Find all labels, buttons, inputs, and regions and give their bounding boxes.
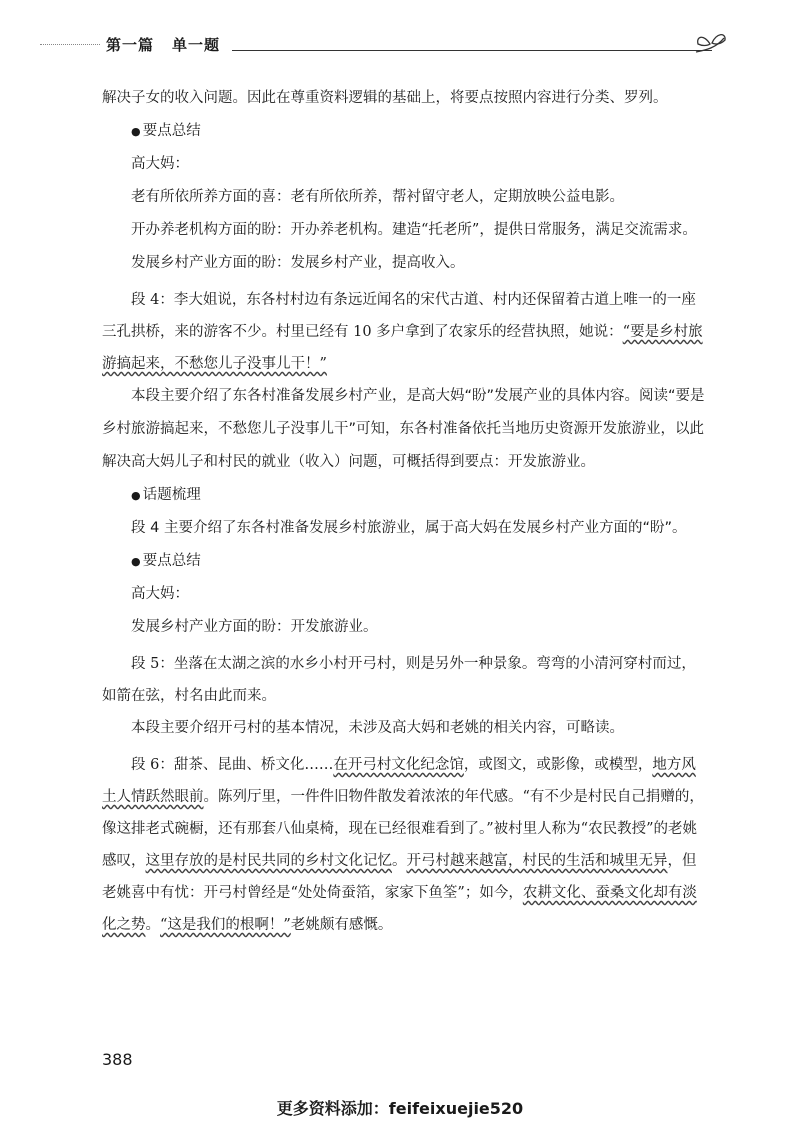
quote-text: ，或图文，或影像，或模型， (463, 757, 653, 773)
bullet-heading: ● 话题梳理 (102, 479, 710, 512)
quote-text: 段 6：甜茶、昆曲、桥文化…… (131, 757, 334, 773)
quote-text: 。 (145, 917, 160, 933)
paragraph: 老有所依所养方面的喜：老有所依所养，帮衬留守老人，定期放映公益电影。 (131, 189, 624, 205)
quote-text: 老姚颇有感慨。 (290, 917, 393, 933)
analysis-paragraph: 高大妈： (131, 586, 189, 602)
analysis-paragraph: 发展乡村产业方面的盼：开发旅游业。 (131, 619, 378, 635)
paragraph: 高大妈： (131, 156, 189, 172)
page-header (40, 30, 730, 60)
analysis-paragraph: 本段主要介绍了东各村准备发展乡村产业，是高大妈“盼”发展产业的具体内容。阅读“要是乡村旅游搞起来，不愁您儿子没事儿干”可知，东各村准备依托当地历史资源开发旅游业，以此解决高大妈儿子和村民的就业（收入）问题，可概括得到要点：开发旅游业。 (102, 388, 705, 470)
quote-text: 。陈列厅里，一件件旧物件散发着浓浓的年代感。“有不少是村民自己捐赠的，像这排老式碗橱，还有那套八仙桌椅，现在已经很难看到了。”被村里人称为“农民教授”的老姚感叹， (102, 789, 704, 869)
header-dotted-line (40, 44, 100, 45)
paragraph: 开办养老机构方面的盼：开办养老机构。建造“托老所”，提供日常服务，满足交流需求。 (131, 222, 697, 238)
quote-text: 。 (392, 853, 407, 869)
quote-underlined: “要是乡村旅游搞起来，不愁您儿子没事儿干！” (102, 324, 703, 372)
paragraph: 发展乡村产业方面的盼：发展乡村产业，提高收入。 (131, 255, 465, 271)
leaf-icon (690, 30, 730, 56)
header-rule (232, 50, 712, 51)
quote-underlined: 地方风土人情跃然眼前 (102, 757, 696, 805)
bullet-heading: ● 要点总结 (102, 115, 710, 148)
header-section: 单一题 (172, 36, 221, 54)
source-quote: 段 5：坐落在太湖之滨的水乡小村开弓村，则是另外一种景象。弯弯的小清河穿村而过，如箭在弦，村名由此而来。 (102, 656, 696, 704)
quote-underlined: 开弓村越来越富，村民的生活和城里无异 (406, 853, 668, 869)
bullet-heading: ● 要点总结 (102, 545, 710, 578)
header-chapter: 第一篇 (106, 36, 155, 54)
page-number: 388 (102, 1050, 133, 1069)
source-quote (102, 749, 710, 941)
header-title (106, 34, 220, 55)
quote-text: ，但老姚喜中有忧：开弓村曾经是“处处倚蚕箔，家家下鱼筌”；如今， (102, 853, 697, 901)
quote-underlined: 在开弓村文化纪念馆 (333, 757, 464, 773)
page-body (102, 82, 710, 941)
quote-underlined: 这里存放的是村民共同的乡村文化记忆 (145, 853, 392, 869)
quote-underlined: 农耕文化、蚕桑文化却有淡化之势 (102, 885, 697, 933)
analysis-paragraph: 本段主要介绍开弓村的基本情况，未涉及高大妈和老姚的相关内容，可略读。 (131, 720, 624, 736)
footer-watermark: 更多资料添加：feifeixuejie520 (276, 1099, 524, 1118)
source-quote (102, 284, 710, 380)
analysis-paragraph: 段 4 主要介绍了东各村准备发展乡村旅游业，属于高大妈在发展乡村产业方面的“盼”。 (131, 520, 687, 536)
quote-underlined: “这是我们的根啊！” (160, 917, 291, 933)
paragraph: 解决子女的收入问题。因此在尊重资料逻辑的基础上，将要点按照内容进行分类、罗列。 (102, 90, 668, 106)
quote-text: 段 4：李大姐说，东各村村边有条远近闻名的宋代古道、村内还保留着古道上唯一的一座三孔拱桥，来的游客不少。村里已经有 10 多户拿到了农家乐的经营执照，她说： (102, 292, 696, 340)
